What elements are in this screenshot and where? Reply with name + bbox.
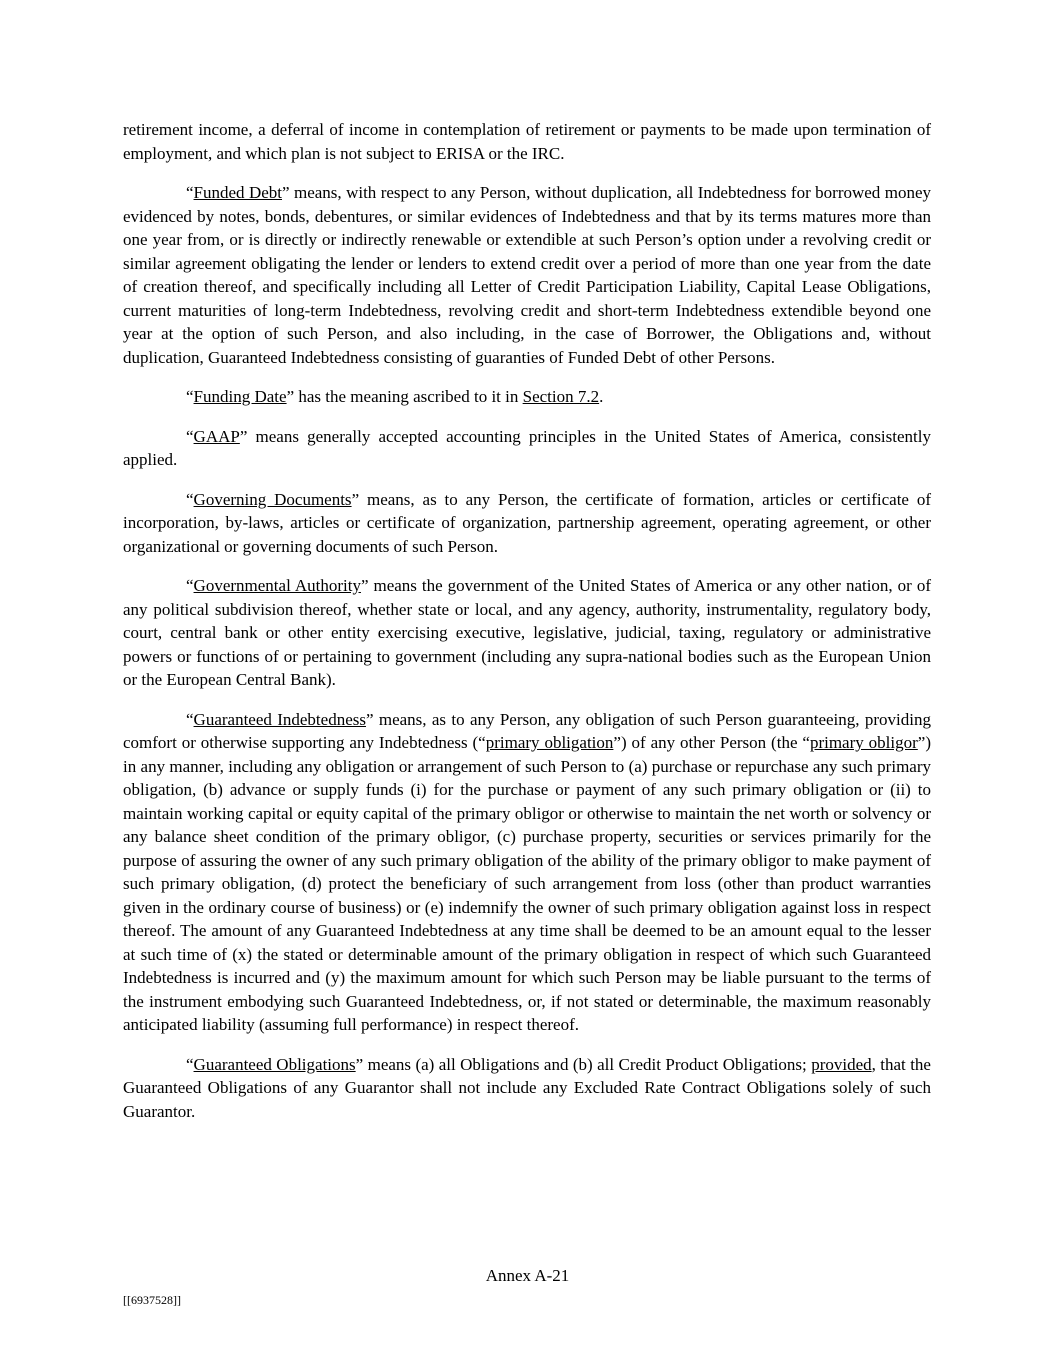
text-run: “	[186, 387, 194, 406]
text-run: ”) of any other Person (the “	[613, 733, 810, 752]
document-body	[123, 118, 931, 1139]
text-run: ” means the government of the United States of America or any other nation, or of any political subdivision thereof, whether state or local, and any agency, authority, instrumentality, regulatory body, court, central bank or other entity exercising executive, legislative, judicial, taxing, regulatory or administrative powers or functions of or pertaining to government (including any supra-national bodies such as the European Union or the European Central Bank).	[123, 576, 931, 689]
definition-paragraph	[123, 708, 931, 1037]
defined-term: GAAP	[193, 426, 240, 446]
defined-term: Governmental Authority	[193, 576, 361, 595]
text-run: ” means, as to any Person, any obligation of such Person guaranteeing, providing comfort or otherwise supporting any Indebtedness (“	[123, 709, 931, 752]
text-run: “	[186, 183, 194, 202]
defined-term: Guaranteed Obligations	[193, 1054, 356, 1074]
defined-term: Governing Documents	[193, 489, 352, 509]
text-run: ” means, as to any Person, the certificate of formation, articles or certificate of incorporation, by-laws, articles or certificate of organization, partnership agreement, operating agreement, or other organizational or governing documents of such Person.	[123, 489, 932, 556]
document-number: [[6937528]]	[123, 1293, 181, 1307]
text-run: ” means generally accepted accounting principles in the United States of America, consistently applied.	[123, 426, 931, 469]
text-run: “	[186, 1054, 194, 1074]
definition-paragraph	[123, 488, 931, 559]
text-run: “	[186, 709, 194, 729]
text-run: “	[186, 489, 194, 509]
definition-paragraph	[123, 1053, 931, 1124]
definition-paragraph	[123, 181, 931, 369]
defined-term: Funded Debt	[193, 183, 283, 202]
text-run: , that the Guaranteed Obligations of any Guarantor shall not include any Excluded Rate Contract Obligations solely of such Guarantor.	[123, 1054, 931, 1121]
defined-term: provided	[811, 1054, 872, 1074]
definition-paragraph	[123, 385, 931, 409]
definition-paragraph	[123, 574, 931, 692]
annex-page-label: Annex A-21	[485, 1266, 570, 1285]
defined-term: primary obligor	[809, 733, 918, 752]
body-paragraph	[123, 118, 931, 165]
text-run: “	[186, 426, 194, 446]
defined-term: Guaranteed Indebtedness	[193, 709, 366, 729]
defined-term: Funding Date	[193, 387, 287, 406]
defined-term: Section 7.2	[522, 387, 600, 406]
text-run: ” has the meaning ascribed to it in	[286, 387, 523, 406]
text-run: “	[186, 576, 194, 595]
text-run: retirement income, a deferral of income in contemplation of retirement or payments to be made upon termination of employment, and which plan is not subject to ERISA or the IRC.	[123, 120, 931, 163]
defined-term: primary obligation	[485, 733, 614, 752]
text-run: ”) in any manner, including any obligation or arrangement of such Person to (a) purchase or repurchase any such primary obligation, (b) advance or supply funds (i) for the purchase or payment of any such primary obligation or (ii) to maintain working capital or equity capital of the primary obligor or otherwise to maintain the net worth or solvency or any balance sheet condition of the primary obligor, (c) purchase property, securities or services primarily for the purpose of assuring the owner of any such primary obligation of the ability of the primary obligor to make payment of such primary obligation, (d) protect the beneficiary of such arrangement from loss (other than product warranties given in the ordinary course of business) or (e) indemnify the owner of such primary obligation against loss in respect thereof. The amount of any Guaranteed Indebtedness at any time shall be deemed to be an amount equal to the lesser at such time of (x) the stated or determinable amount of the primary obligation in respect of which such Guaranteed Indebtedness is incurred and (y) the maximum amount for which such Person may be liable pursuant to the terms of the instrument embodying such Guaranteed Indebtedness, or, if not stated or determinable, the maximum reasonably anticipated liability (assuming full performance) in respect thereof.	[123, 733, 931, 1034]
text-run: ” means (a) all Obligations and (b) all Credit Product Obligations;	[355, 1054, 812, 1074]
definition-paragraph	[123, 425, 931, 472]
text-run: .	[599, 387, 604, 406]
text-run: ” means, with respect to any Person, without duplication, all Indebtedness for borrowed money evidenced by notes, bonds, debentures, or similar evidences of Indebtedness and that by its terms matures more than one year from, or is directly or indirectly renewable or extendible at such Person’s option under a revolving credit or similar agreement obligating the lender or lenders to extend credit over a period of more than one year from the date of creation thereof, and specifically including all Letter of Credit Participation Liability, Capital Lease Obligations, current maturities of long-term Indebtedness, revolving credit and short-term Indebtedness extendible beyond one year at the option of such Person, and also including, in the case of Borrower, the Obligations and, without duplication, Guaranteed Indebtedness consisting of guaranties of Funded Debt of other Persons.	[123, 183, 931, 367]
